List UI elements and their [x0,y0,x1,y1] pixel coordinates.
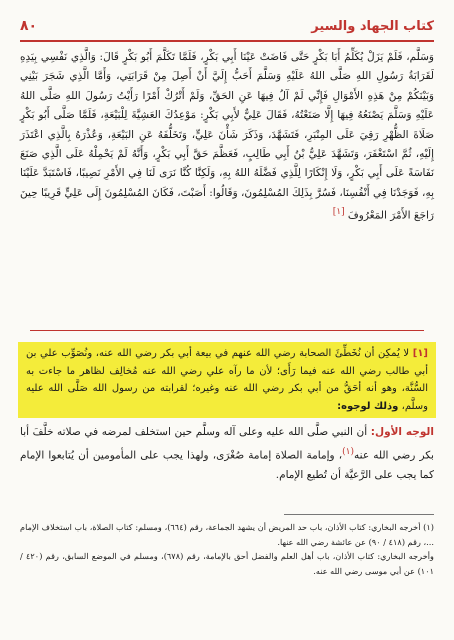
note-lead: وذلك لوجوه: [337,400,399,412]
footnote-marker: [١] [332,207,345,218]
footnotes [20,520,434,578]
first-aspect-text: أن النبي صلَّى الله عليه وعلى آله وسلَّم حين استخلف لمرضه في صلاته خلَّفَ أبا بكر رضي الله عنه [20,426,434,461]
page-number: ٨٠ [20,18,38,34]
footnote-ref: (١) [342,446,355,457]
footnote-2: وأخرجه البخاري: كتاب الأذان، باب أهل العلم والفضل أحق بالإمامة، رقم (٦٧٨)، ومسلم في الموضع السابق، رقم (٤٢٠ / ١٠١) عن أبي موسى رضي الله عنه. [20,551,434,576]
running-title: كتاب الجهاد والسير [311,19,434,34]
commentary-note [18,342,436,418]
hadith-body: وَسَلَّم، فَلَمْ يَزَلْ يُكَلِّمُ أَبَا بَكْرٍ حَتَّى فَاضَتْ عَيْنَا أَبِي بَكْرٍ، فَلَمَّا تَكَلَّمَ أَبُو بَكْرٍ قَالَ: وَالَّذِي نَفْسِي بِيَدِهِ لَقَرَابَةُ رَسُولِ اللهِ صَلَّى اللهُ عَلَيْهِ وَسَلَّمَ أَحَبُّ إِلَيَّ أَنْ أَصِلَ مِنْ قَرَابَتِي، وَأَمَّا الَّذِي شَجَرَ بَيْنِي وَبَيْنَكُمْ مِنْ هَذِهِ الأَمْوَالِ فَإِنِّي لَمْ آلُ فِيهَا عَنِ الحَقِّ، وَلَمْ أَتْرُكْ أَمْرًا رَأَيْتُ رَسُولَ اللهِ صَلَّى اللهُ عَلَيْهِ وَسَلَّمَ يَصْنَعُهُ فِيهَا إِلَّا صَنَعْتُهُ، فَقَالَ عَلِيٌّ لأَبِي بَكْرٍ: مَوْعِدُكَ العَشِيَّةَ لِلْبَيْعَةِ، فَلَمَّا صَلَّى أَبُو بَكْرٍ صَلَاةَ الظُّهْرِ رَقِيَ عَلَى المِنْبَرِ، فَتَشَهَّدَ، وَذَكَرَ شَأْنَ عَلِيٍّ، وَتَخَلُّفَهُ عَنِ البَيْعَةِ، وَعُذْرَهُ بِالَّذِي اعْتَذَرَ إِلَيْهِ، ثُمَّ اسْتَغْفَرَ، وَتَشَهَّدَ عَلِيُّ بْنُ أَبِي طَالِبٍ، فَعَظَّمَ حَقَّ أَبِي بَكْرٍ، وَأَنَّهُ لَمْ يَحْمِلْهُ عَلَى الَّذِي صَنَعَ نَفَاسَةً عَلَى أَبِي بَكْرٍ، وَلَا إِنْكَارًا لِلَّذِي فَضَّلَهُ اللهُ بِهِ، وَلَكِنَّا كُنَّا نَرَى لَنَا فِي الأَمْرِ نَصِيبًا، فَاسْتَبَدَّ عَلَيْنَا بِهِ، فَوَجَدْنَا فِي أَنْفُسِنَا، فَسُرَّ بِذَلِكَ المُسْلِمُونَ، وَقَالُوا: أَصَبْتَ، فَكَانَ المُسْلِمُونَ إِلَى عَلِيٍّ قَرِيبًا حِينَ رَاجَعَ الأَمْرَ المَعْرُوفَ [20,51,434,222]
first-aspect-text-cont: ، وإمامة الصلاة إمامة صُغْرَى، ولهذا يجب على المأمومين أن يُتابعوا الإمام كما يجب على الرَّعيَّة أن تُطيع الإمام. [20,449,434,481]
note-text: لا يُمكِن أن نُخَطِّئَ الصحابة رضي الله عنهم في بيعة أبي بكر رضي الله عنه، ونُصَوِّب علي بن أبي طالب رضي الله عنه فيما رَأَى؛ لأن ما رآه علي رضي الله عنه مُخالِف لظاهر ما جاءت به السُّنَّة، وهو أنه أحَقُّ من أبي بكر رضي الله عنه وغيره؛ لقرابته من رسول الله صَلَّى الله عليه وسلَّم، [26,348,428,412]
first-aspect-paragraph [20,423,434,485]
note-marker: [١] [412,348,428,359]
footnote-divider [284,514,434,515]
hadith-paragraph [20,48,434,226]
footnote-1: (١) أخرجه البخاري: كتاب الأذان، باب حد المريض أن يشهد الجماعة، رقم (٦٦٤)، ومسلم: كتاب الصلاة، باب استخلاف الإمام ...، رقم (٤١٨ / ٩٠) عن عائشة رضي الله عنها. [20,522,434,547]
first-aspect [20,423,434,485]
hadith-text [20,48,434,226]
section-divider [30,330,424,331]
page-header [20,18,434,42]
first-aspect-label: الوجه الأول: [370,426,434,438]
